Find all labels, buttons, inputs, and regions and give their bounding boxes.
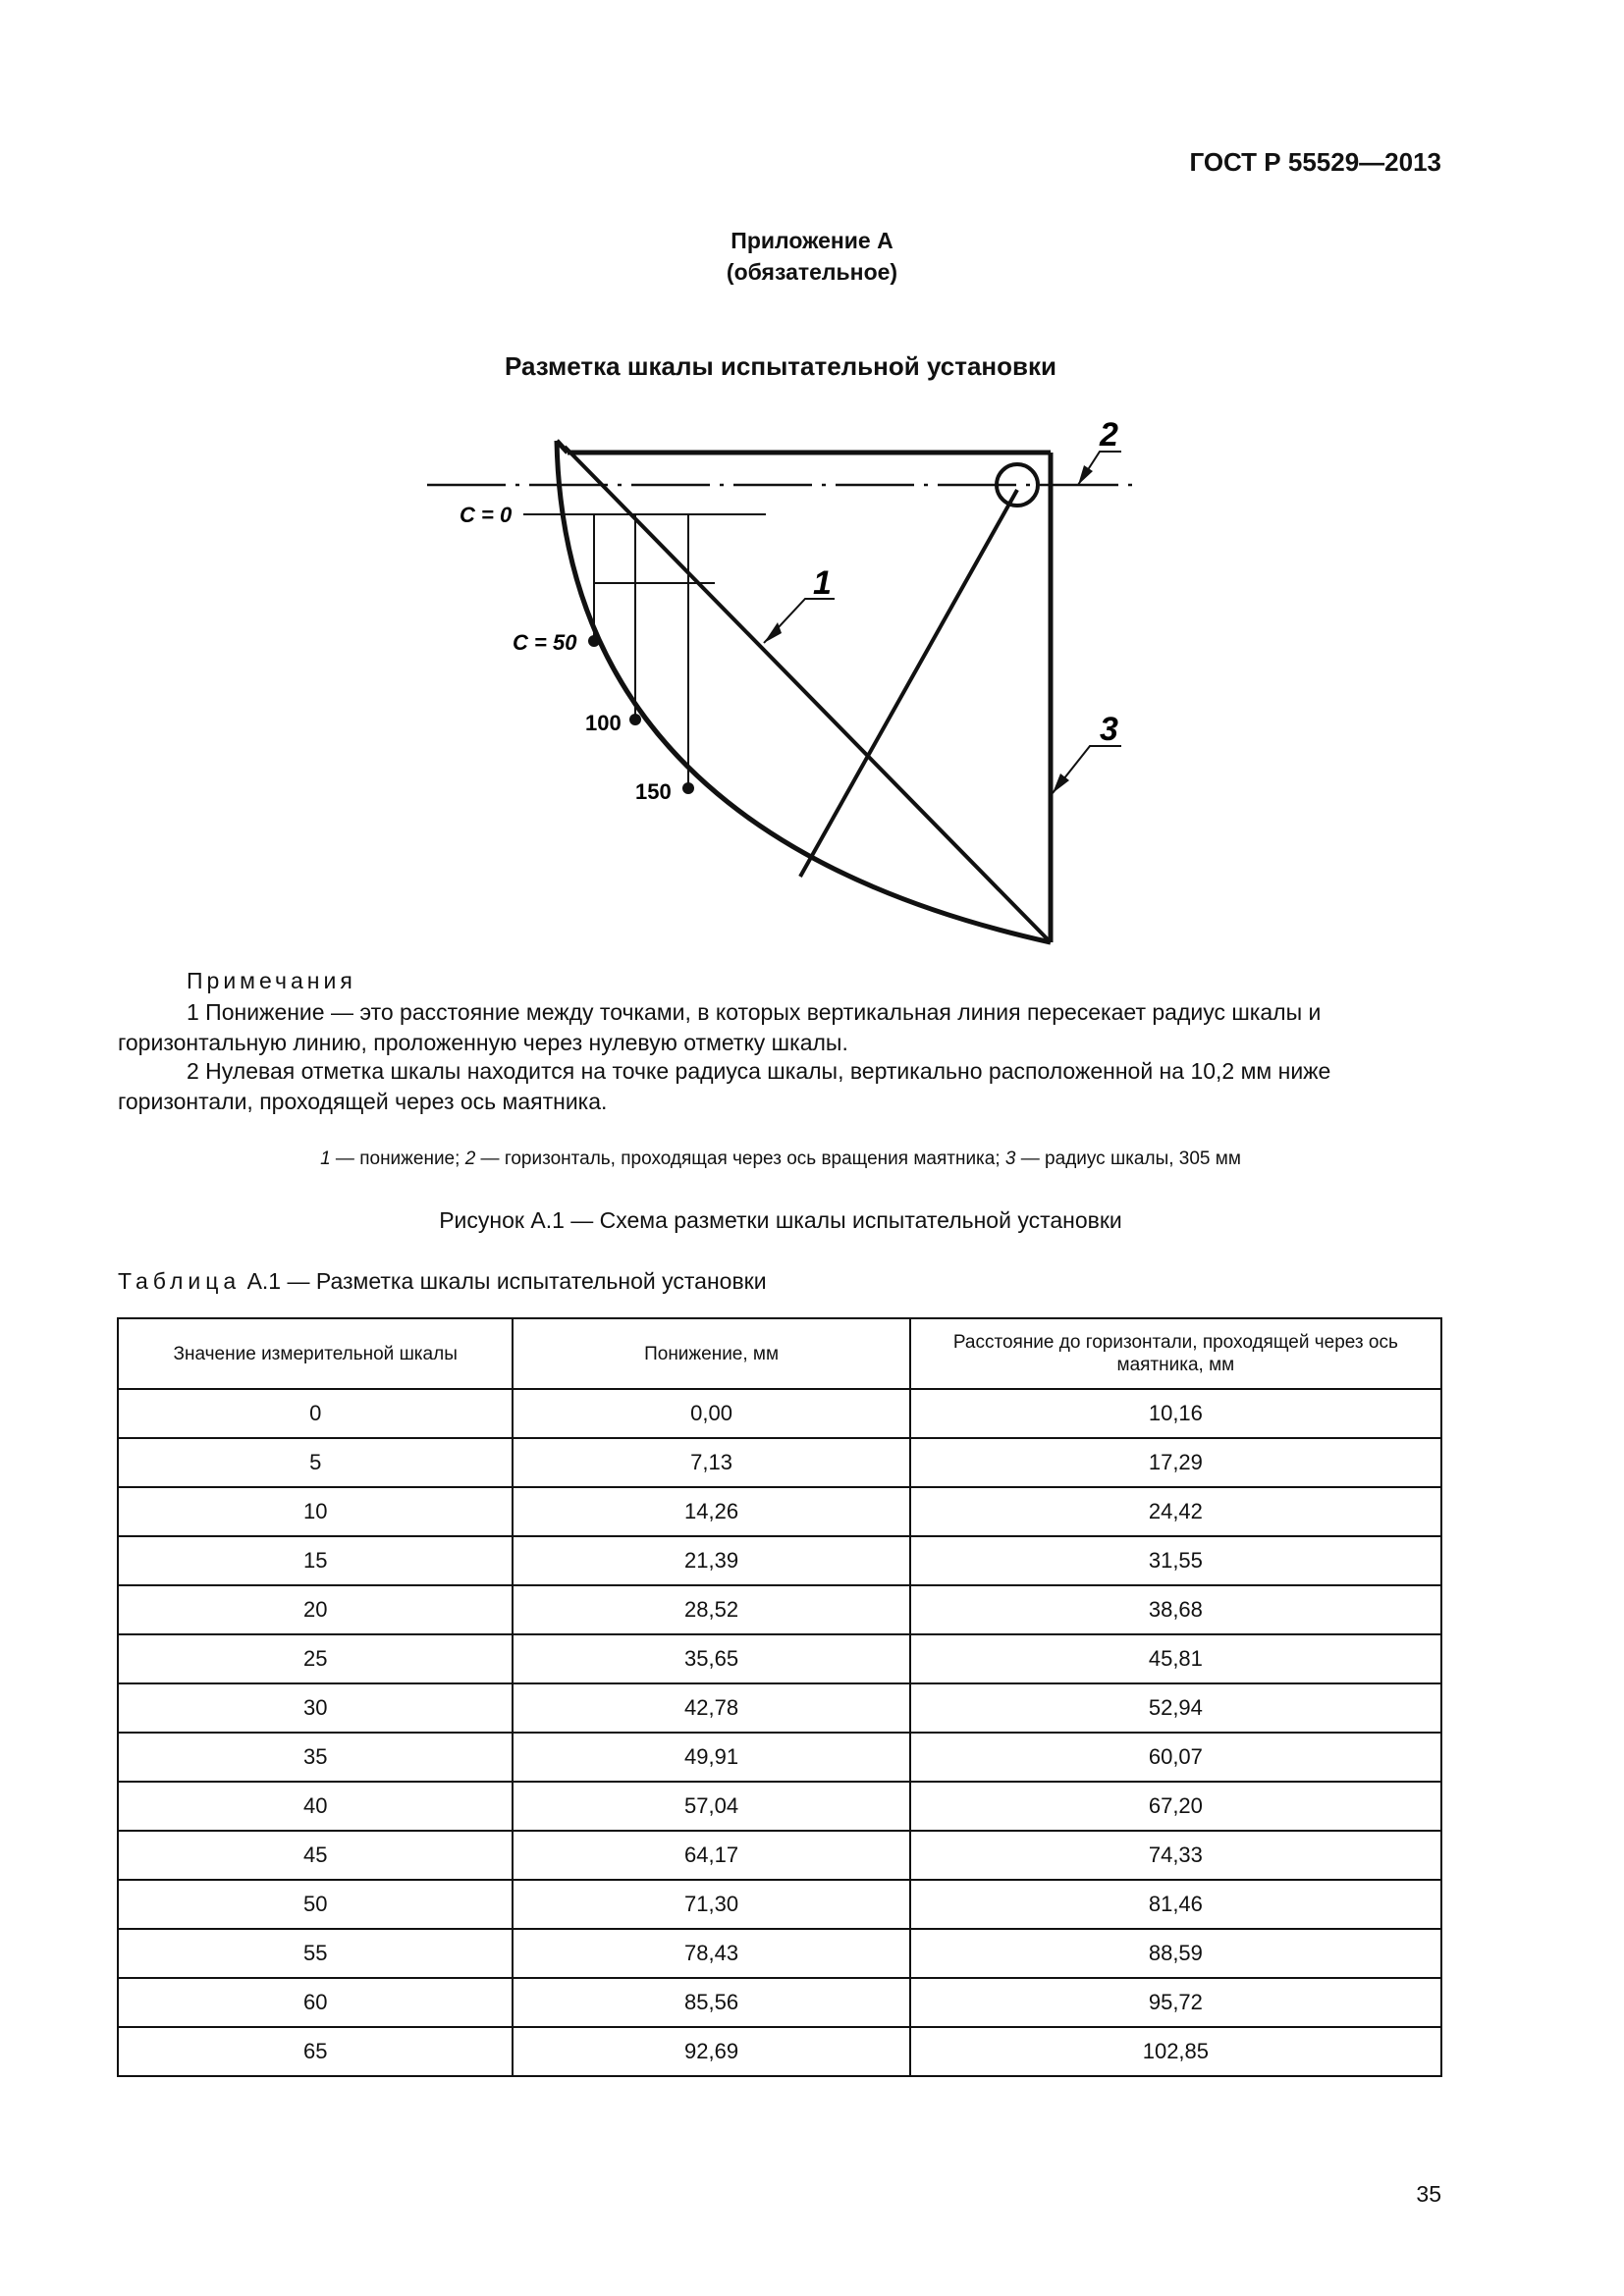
cell-distance: 10,16 — [910, 1389, 1441, 1438]
cell-drop: 92,69 — [513, 2027, 909, 2076]
appendix-title: Приложение А — [731, 228, 893, 253]
cell-distance: 74,33 — [910, 1831, 1441, 1880]
note-item: 1 Понижение — это расстояние между точками, в которых вертикальная линия пересекает радиус шкалы и горизонтальную линию, проложенную через нулевую отметку шкалы. — [118, 999, 1322, 1055]
label-150: 150 — [635, 779, 672, 804]
table-caption-text: А.1 — Разметка шкалы испытательной установки — [241, 1268, 767, 1294]
table-row — [118, 1880, 1441, 1929]
table-row — [118, 1585, 1441, 1634]
cell-scale-value: 65 — [118, 2027, 513, 2076]
legend-text-1: — понижение; — [330, 1148, 465, 1169]
table-row — [118, 1536, 1441, 1585]
figure-legend — [0, 1148, 1561, 1170]
cell-distance: 60,07 — [910, 1733, 1441, 1782]
cell-scale-value: 20 — [118, 1585, 513, 1634]
cell-drop: 71,30 — [513, 1880, 909, 1929]
cell-scale-value: 30 — [118, 1683, 513, 1733]
cell-distance: 45,81 — [910, 1634, 1441, 1683]
cell-scale-value: 35 — [118, 1733, 513, 1782]
notes-heading: Примечания — [187, 968, 356, 993]
leader-3 — [1053, 746, 1121, 793]
mark-dot-c50 — [588, 635, 600, 647]
table-caption — [118, 1268, 767, 1295]
cell-distance: 67,20 — [910, 1782, 1441, 1831]
cell-drop: 64,17 — [513, 1831, 909, 1880]
cell-distance: 88,59 — [910, 1929, 1441, 1978]
cell-distance: 95,72 — [910, 1978, 1441, 2027]
table-header-row — [118, 1318, 1441, 1389]
cell-scale-value: 15 — [118, 1536, 513, 1585]
cell-drop: 85,56 — [513, 1978, 909, 2027]
table-row — [118, 1929, 1441, 1978]
cell-distance: 102,85 — [910, 2027, 1441, 2076]
pendulum-line — [800, 490, 1017, 877]
cell-drop: 0,00 — [513, 1389, 909, 1438]
table-caption-prefix: Таблица — [118, 1268, 242, 1294]
table-row — [118, 1487, 1441, 1536]
cell-drop: 35,65 — [513, 1634, 909, 1683]
cell-scale-value: 50 — [118, 1880, 513, 1929]
cell-distance: 81,46 — [910, 1880, 1441, 1929]
table-row — [118, 1831, 1441, 1880]
label-n1: 1 — [813, 564, 832, 602]
leader-2-arrow — [1078, 465, 1093, 485]
cell-drop: 28,52 — [513, 1585, 909, 1634]
cell-distance: 24,42 — [910, 1487, 1441, 1536]
legend-text-3: — радиус шкалы, 305 мм — [1015, 1148, 1241, 1169]
cell-scale-value: 0 — [118, 1389, 513, 1438]
appendix-subtitle: (обязательное) — [726, 259, 898, 285]
label-100: 100 — [585, 711, 622, 735]
legend-text-2: — горизонталь, проходящая через ось вращения маятника; — [475, 1148, 1005, 1169]
cell-scale-value: 10 — [118, 1487, 513, 1536]
header-distance: Расстояние до горизонтали, проходящей через ось маятника, мм — [910, 1318, 1441, 1389]
cell-drop: 21,39 — [513, 1536, 909, 1585]
mark-dot-150 — [682, 782, 694, 794]
cell-scale-value: 40 — [118, 1782, 513, 1831]
cell-distance: 17,29 — [910, 1438, 1441, 1487]
table-row — [118, 1733, 1441, 1782]
label-c50: C = 50 — [513, 630, 577, 655]
cell-drop: 78,43 — [513, 1929, 909, 1978]
mark-dot-100 — [629, 714, 641, 725]
page-number: 35 — [1416, 2181, 1441, 2207]
document-code: ГОСТ Р 55529—2013 — [1189, 147, 1441, 177]
table-row — [118, 2027, 1441, 2076]
cell-drop: 42,78 — [513, 1683, 909, 1733]
main-title: Разметка шкалы испытательной установки — [505, 351, 1056, 381]
cell-scale-value: 55 — [118, 1929, 513, 1978]
cell-scale-value: 45 — [118, 1831, 513, 1880]
cell-drop: 57,04 — [513, 1782, 909, 1831]
label-n2: 2 — [1100, 416, 1118, 454]
cell-scale-value: 25 — [118, 1634, 513, 1683]
header-scale-value: Значение измерительной шкалы — [118, 1318, 513, 1389]
legend-num-1: 1 — [320, 1148, 331, 1169]
table-row — [118, 1978, 1441, 2027]
cell-distance: 31,55 — [910, 1536, 1441, 1585]
table-row — [118, 1389, 1441, 1438]
table-row — [118, 1438, 1441, 1487]
table-row — [118, 1634, 1441, 1683]
cell-drop: 14,26 — [513, 1487, 909, 1536]
legend-num-3: 3 — [1004, 1148, 1016, 1169]
cell-scale-value: 60 — [118, 1978, 513, 2027]
note-item: 2 Нулевая отметка шкалы находится на точке радиуса шкалы, вертикально расположенной на 10,2 мм ниже горизонтали, проходящей через ось маятника. — [118, 1058, 1331, 1114]
legend-num-2: 2 — [464, 1148, 476, 1169]
table-row — [118, 1683, 1441, 1733]
scale-diagram — [0, 0, 1624, 982]
cell-scale-value: 5 — [118, 1438, 513, 1487]
cell-drop: 7,13 — [513, 1438, 909, 1487]
label-c0: C = 0 — [460, 503, 513, 527]
scale-marking-table — [117, 1317, 1442, 2077]
table-row — [118, 1782, 1441, 1831]
header-drop: Понижение, мм — [513, 1318, 909, 1389]
cell-drop: 49,91 — [513, 1733, 909, 1782]
label-n3: 3 — [1100, 711, 1118, 748]
figure-caption: Рисунок А.1 — Схема разметки шкалы испытательной установки — [439, 1207, 1122, 1233]
cell-distance: 38,68 — [910, 1585, 1441, 1634]
cell-distance: 52,94 — [910, 1683, 1441, 1733]
